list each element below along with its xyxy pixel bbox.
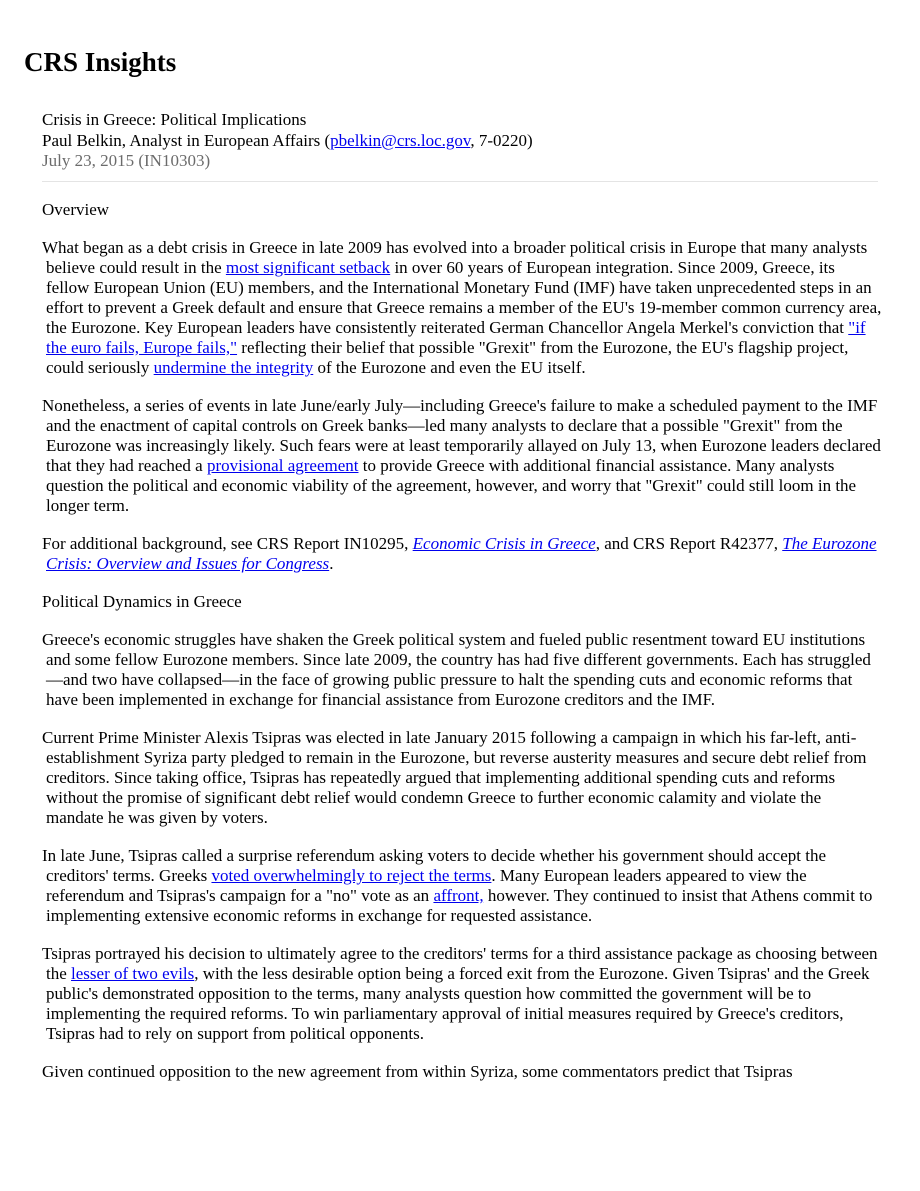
- section-heading-political-dynamics: Political Dynamics in Greece: [42, 592, 242, 611]
- document-title: Crisis in Greece: Political Implications: [42, 110, 307, 129]
- report-header: [42, 110, 533, 172]
- date-line: July 23, 2015 (IN10303): [42, 151, 211, 170]
- link-lesser-of-two-evils[interactable]: lesser of two evils: [71, 964, 195, 983]
- link-most-significant-setback[interactable]: most significant setback: [225, 258, 391, 277]
- author-line: Paul Belkin, Analyst in European Affairs (pbelkin@crs.loc.gov, 7-0220): [42, 130, 533, 150]
- link-euro-fails[interactable]: "if the euro fails, Europe fails,": [46, 318, 866, 357]
- header-divider: [42, 181, 878, 182]
- paragraph: In late June, Tsipras called a surprise referendum asking voters to decide whether his government should accept the creditors' terms. Greeks voted overwhelmingly to reject the terms. Many European leaders appeared to view the referendum and Tsipras's campaign for a "no" vote as an affront, however. They continued to insist that Athens commit to implementing extensive economic reforms in exchange for requested assistance.: [42, 846, 873, 925]
- site-title: CRS Insights: [24, 47, 177, 77]
- paragraph: Nonetheless, a series of events in late June/early July—including Greece's failure to make a scheduled payment to the IMF and the enactment of capital controls on Greek banks—led many analysts to declare that a possible "Grexit" from the Eurozone was increasingly likely. Such fears were at least temporarily allayed on July 13, when Eurozone leaders declared that they had reached a provisional agreement to provide Greece with additional financial assistance. Many analysts question the political and economic viability of the agreement, however, and worry that "Grexit" could still loom in the longer term.: [42, 396, 881, 515]
- paragraph: Given continued opposition to the new agreement from within Syriza, some commentators predict that Tsipras: [42, 1062, 793, 1081]
- paragraph: What began as a debt crisis in Greece in late 2009 has evolved into a broader political crisis in Europe that many analysts believe could result in the most significant setback in over 60 years of European integration. Since 2009, Greece, its fellow European Union (EU) members, and the International Monetary Fund (IMF) have taken unprecedented steps in an effort to prevent a Greek default and ensure that Greece remains a member of the EU's 19-member common currency area, the Eurozone. Key European leaders have consistently reiterated German Chancellor Angela Merkel's conviction that "if the euro fails, Europe fails," reflecting their belief that possible "Grexit" from the Eurozone, the EU's flagship project, could seriously undermine the integrity of the Eurozone and even the EU itself.: [42, 238, 882, 377]
- link-affront[interactable]: affront,: [433, 886, 484, 905]
- link-undermine-integrity[interactable]: undermine the integrity: [153, 358, 314, 377]
- article-body: [42, 200, 882, 1100]
- link-provisional-agreement[interactable]: provisional agreement: [206, 456, 359, 475]
- section-heading-overview: Overview: [42, 200, 110, 219]
- author-email-link[interactable]: pbelkin@crs.loc.gov: [330, 130, 471, 150]
- paragraph: Current Prime Minister Alexis Tsipras was elected in late January 2015 following a campaign in which his far-left, anti-establishment Syriza party pledged to remain in the Eurozone, but reverse austerity measures and secure debt relief from creditors. Since taking office, Tsipras has repeatedly argued that implementing additional spending cuts and reforms without the promise of significant debt relief would condemn Greece to further economic calamity and violate the mandate he was given by voters.: [42, 728, 867, 827]
- link-eurozone-crisis-report[interactable]: The Eurozone Crisis: Overview and Issues for Congress: [46, 534, 877, 573]
- link-voted-to-reject[interactable]: voted overwhelmingly to reject the terms: [211, 866, 492, 885]
- paragraph: Greece's economic struggles have shaken the Greek political system and fueled public resentment toward EU institutions and some fellow Eurozone members. Since late 2009, the country has had five different governments. Each has struggled—and two have collapsed—in the face of growing public pressure to halt the spending cuts and economic reforms that have been implemented in exchange for financial assistance from Eurozone creditors and the IMF.: [42, 630, 871, 709]
- paragraph: For additional background, see CRS Report IN10295, Economic Crisis in Greece, and CRS Report R42377, The Eurozone Crisis: Overview and Issues for Congress.: [42, 534, 877, 573]
- link-economic-crisis-in-greece[interactable]: Economic Crisis in Greece: [412, 534, 596, 553]
- paragraph: Tsipras portrayed his decision to ultimately agree to the creditors' terms for a third assistance package as choosing between the lesser of two evils, with the less desirable option being a forced exit from the Eurozone. Given Tsipras' and the Greek public's demonstrated opposition to the terms, many analysts question how committed the government will be to implementing the required reforms. To win parliamentary approval of initial measures required by Greece's creditors, Tsipras had to rely on support from political opponents.: [42, 944, 878, 1043]
